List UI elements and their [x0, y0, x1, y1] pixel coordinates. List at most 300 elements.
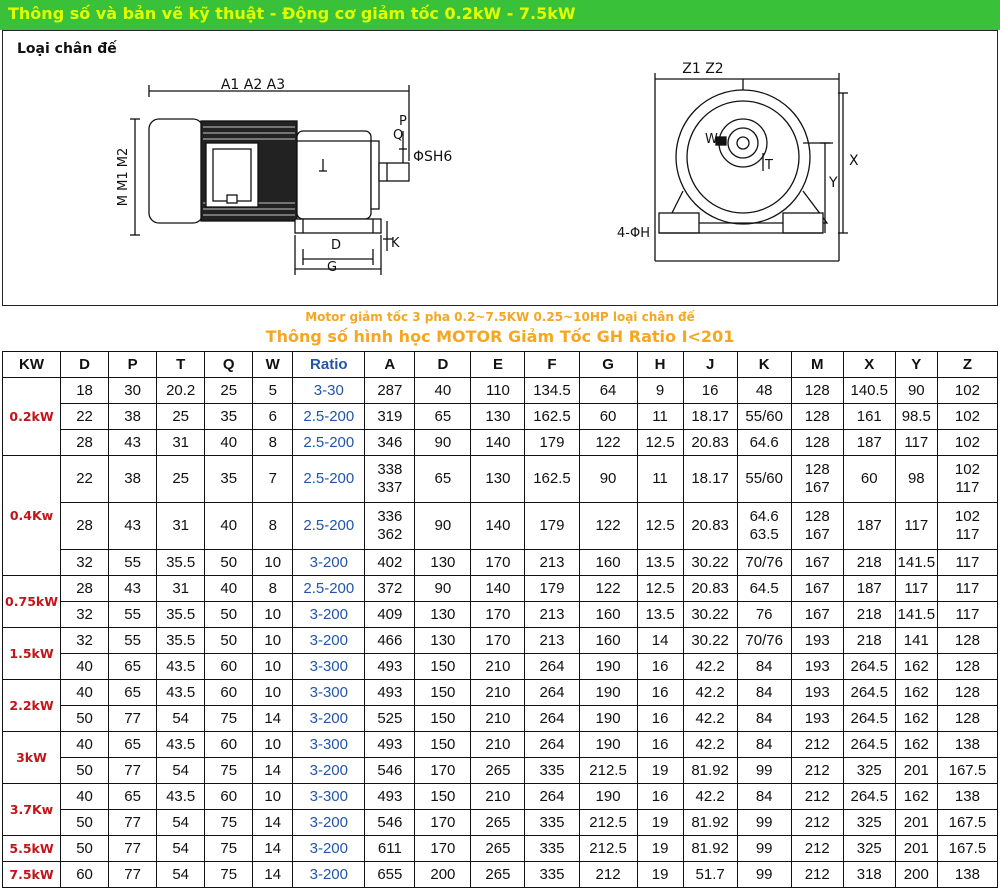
table-cell: 134.5	[525, 378, 579, 404]
table-cell: 170	[471, 602, 525, 628]
table-row	[3, 628, 998, 654]
table-cell: 150	[415, 784, 471, 810]
table-cell: 10	[253, 602, 293, 628]
table-cell: 40	[61, 680, 109, 706]
table-cell: 264.5	[843, 784, 895, 810]
table-cell: 54	[157, 836, 205, 862]
table-cell: 65	[109, 680, 157, 706]
table-cell: 130	[415, 628, 471, 654]
table-cell: 5	[253, 378, 293, 404]
table-row	[3, 654, 998, 680]
table-cell: 16	[637, 732, 683, 758]
table-cell: 55	[109, 628, 157, 654]
table-cell: 16	[637, 680, 683, 706]
ratio-cell: 2.5-200	[293, 430, 365, 456]
table-cell: 265	[471, 836, 525, 862]
label-p: P	[399, 114, 407, 129]
table-row	[3, 430, 998, 456]
front-view	[655, 73, 848, 261]
table-cell: 200	[895, 862, 937, 888]
table-cell: 81.92	[683, 836, 737, 862]
technical-drawing-panel	[2, 30, 998, 306]
table-cell: 141	[895, 628, 937, 654]
table-row	[3, 602, 998, 628]
table-cell: 117	[895, 430, 937, 456]
table-cell: 90	[895, 378, 937, 404]
column-header: J	[683, 352, 737, 378]
table-cell: 38	[109, 456, 157, 503]
base-type-label: Loại chân đế	[17, 41, 117, 57]
ratio-cell: 3-200	[293, 628, 365, 654]
label-z: Z1 Z2	[682, 61, 724, 77]
table-cell: 335	[525, 758, 579, 784]
table-cell: 179	[525, 430, 579, 456]
column-header: E	[471, 352, 525, 378]
table-cell: 201	[895, 758, 937, 784]
table-cell: 525	[365, 706, 415, 732]
ratio-cell: 3-300	[293, 732, 365, 758]
table-cell: 75	[205, 758, 253, 784]
table-cell: 130	[471, 456, 525, 503]
table-cell: 28	[61, 576, 109, 602]
table-cell: 65	[109, 784, 157, 810]
table-cell: 64.5	[737, 576, 791, 602]
table-cell: 30	[109, 378, 157, 404]
ratio-cell: 3-200	[293, 810, 365, 836]
table-cell: 466	[365, 628, 415, 654]
table-cell: 22	[61, 404, 109, 430]
table-cell: 102 117	[937, 456, 997, 503]
table-row	[3, 550, 998, 576]
label-y: Y	[829, 175, 838, 191]
table-cell: 30.22	[683, 628, 737, 654]
table-cell: 160	[579, 550, 637, 576]
table-cell: 14	[253, 758, 293, 784]
table-cell: 287	[365, 378, 415, 404]
table-cell: 402	[365, 550, 415, 576]
label-m: M M1 M2	[116, 147, 131, 207]
table-cell: 150	[415, 706, 471, 732]
table-cell: 130	[415, 602, 471, 628]
table-cell: 212.5	[579, 836, 637, 862]
table-cell: 162	[895, 680, 937, 706]
ratio-cell: 2.5-200	[293, 576, 365, 602]
table-cell: 40	[61, 784, 109, 810]
table-cell: 150	[415, 732, 471, 758]
subtitle-line-1: Motor giảm tốc 3 pha 0.2~7.5KW 0.25~10HP loại chân đế	[305, 310, 695, 324]
table-cell: 84	[737, 732, 791, 758]
table-cell: 76	[737, 602, 791, 628]
table-cell: 167	[791, 602, 843, 628]
table-cell: 18.17	[683, 456, 737, 503]
table-cell: 193	[791, 654, 843, 680]
table-cell: 43.5	[157, 784, 205, 810]
ratio-cell: 3-300	[293, 654, 365, 680]
table-cell: 170	[471, 550, 525, 576]
table-cell: 70/76	[737, 628, 791, 654]
table-cell: 493	[365, 654, 415, 680]
table-cell: 20.83	[683, 430, 737, 456]
table-cell: 10	[253, 628, 293, 654]
table-cell: 193	[791, 628, 843, 654]
table-row	[3, 404, 998, 430]
table-row	[3, 784, 998, 810]
table-cell: 190	[579, 732, 637, 758]
table-cell: 117	[937, 576, 997, 602]
table-cell: 167	[791, 576, 843, 602]
table-cell: 50	[61, 758, 109, 784]
table-cell: 65	[109, 732, 157, 758]
table-cell: 90	[415, 430, 471, 456]
table-cell: 99	[737, 810, 791, 836]
table-cell: 162	[895, 784, 937, 810]
table-cell: 99	[737, 758, 791, 784]
table-cell: 160	[579, 628, 637, 654]
power-rating-cell: 3kW	[3, 732, 61, 784]
table-cell: 102	[937, 378, 997, 404]
power-rating-cell: 0.4Kw	[3, 456, 61, 576]
table-cell: 210	[471, 732, 525, 758]
table-cell: 138	[937, 732, 997, 758]
table-cell: 42.2	[683, 706, 737, 732]
table-cell: 12.5	[637, 430, 683, 456]
table-cell: 187	[843, 430, 895, 456]
table-cell: 70/76	[737, 550, 791, 576]
table-cell: 611	[365, 836, 415, 862]
table-cell: 218	[843, 602, 895, 628]
table-cell: 25	[157, 456, 205, 503]
table-cell: 14	[253, 862, 293, 888]
table-cell: 60	[579, 404, 637, 430]
table-cell: 210	[471, 680, 525, 706]
power-rating-cell: 3.7Kw	[3, 784, 61, 836]
table-cell: 213	[525, 550, 579, 576]
column-header: G	[579, 352, 637, 378]
table-cell: 213	[525, 628, 579, 654]
table-cell: 35	[205, 404, 253, 430]
table-cell: 84	[737, 680, 791, 706]
table-cell: 40	[61, 654, 109, 680]
power-rating-cell: 5.5kW	[3, 836, 61, 862]
table-cell: 8	[253, 430, 293, 456]
table-cell: 77	[109, 758, 157, 784]
column-header: F	[525, 352, 579, 378]
table-cell: 75	[205, 706, 253, 732]
table-row	[3, 576, 998, 602]
table-row	[3, 862, 998, 888]
table-row	[3, 758, 998, 784]
table-cell: 99	[737, 862, 791, 888]
table-cell: 32	[61, 550, 109, 576]
table-row	[3, 503, 998, 550]
table-cell: 335	[525, 862, 579, 888]
table-row	[3, 706, 998, 732]
table-cell: 84	[737, 784, 791, 810]
label-t: T	[765, 158, 773, 173]
table-row	[3, 732, 998, 758]
label-x: X	[849, 153, 859, 169]
table-cell: 212	[791, 836, 843, 862]
ratio-cell: 3-200	[293, 836, 365, 862]
table-cell: 20.2	[157, 378, 205, 404]
table-header-row	[3, 352, 998, 378]
table-cell: 81.92	[683, 758, 737, 784]
column-header: Ratio	[293, 352, 365, 378]
table-cell: 8	[253, 503, 293, 550]
table-cell: 210	[471, 784, 525, 810]
table-cell: 346	[365, 430, 415, 456]
table-cell: 55/60	[737, 404, 791, 430]
table-cell: 212	[791, 862, 843, 888]
table-cell: 325	[843, 758, 895, 784]
column-header: D	[61, 352, 109, 378]
table-cell: 128	[791, 404, 843, 430]
column-header: KW	[3, 352, 61, 378]
table-cell: 42.2	[683, 654, 737, 680]
table-cell: 38	[109, 404, 157, 430]
table-cell: 409	[365, 602, 415, 628]
table-row	[3, 680, 998, 706]
ratio-cell: 2.5-200	[293, 404, 365, 430]
table-cell: 264	[525, 732, 579, 758]
table-cell: 130	[471, 404, 525, 430]
table-cell: 179	[525, 503, 579, 550]
table-cell: 43	[109, 503, 157, 550]
column-header: Z	[937, 352, 997, 378]
table-cell: 13.5	[637, 602, 683, 628]
table-cell: 162	[895, 706, 937, 732]
ratio-cell: 3-200	[293, 602, 365, 628]
table-cell: 43	[109, 576, 157, 602]
ratio-cell: 3-200	[293, 862, 365, 888]
table-cell: 32	[61, 602, 109, 628]
ratio-cell: 2.5-200	[293, 456, 365, 503]
table-cell: 493	[365, 784, 415, 810]
table-cell: 20.83	[683, 576, 737, 602]
table-cell: 19	[637, 810, 683, 836]
title-banner	[0, 0, 1000, 30]
ratio-cell: 3-200	[293, 706, 365, 732]
table-cell: 84	[737, 654, 791, 680]
table-cell: 117	[937, 550, 997, 576]
table-cell: 54	[157, 758, 205, 784]
column-header: W	[253, 352, 293, 378]
table-cell: 54	[157, 706, 205, 732]
table-cell: 190	[579, 784, 637, 810]
table-cell: 35	[205, 456, 253, 503]
table-cell: 546	[365, 810, 415, 836]
table-cell: 50	[205, 628, 253, 654]
table-cell: 117	[895, 576, 937, 602]
label-holes: 4-ΦH	[617, 226, 650, 241]
table-cell: 110	[471, 378, 525, 404]
table-row	[3, 378, 998, 404]
table-cell: 65	[415, 456, 471, 503]
table-cell: 325	[843, 810, 895, 836]
table-cell: 64	[579, 378, 637, 404]
table-cell: 9	[637, 378, 683, 404]
table-cell: 11	[637, 404, 683, 430]
column-header: X	[843, 352, 895, 378]
table-cell: 6	[253, 404, 293, 430]
table-cell: 11	[637, 456, 683, 503]
table-cell: 25	[205, 378, 253, 404]
table-cell: 493	[365, 732, 415, 758]
table-cell: 31	[157, 576, 205, 602]
table-cell: 170	[415, 810, 471, 836]
table-cell: 55	[109, 550, 157, 576]
table-cell: 54	[157, 862, 205, 888]
table-cell: 16	[637, 706, 683, 732]
table-cell: 60	[61, 862, 109, 888]
table-cell: 117	[937, 602, 997, 628]
table-cell: 265	[471, 862, 525, 888]
table-cell: 218	[843, 550, 895, 576]
table-cell: 170	[415, 836, 471, 862]
table-cell: 122	[579, 576, 637, 602]
table-cell: 30.22	[683, 550, 737, 576]
table-cell: 212	[791, 784, 843, 810]
table-cell: 40	[205, 503, 253, 550]
table-cell: 335	[525, 810, 579, 836]
table-cell: 31	[157, 430, 205, 456]
power-rating-cell: 2.2kW	[3, 680, 61, 732]
table-cell: 60	[205, 654, 253, 680]
table-cell: 167.5	[937, 758, 997, 784]
table-cell: 12.5	[637, 576, 683, 602]
table-cell: 170	[415, 758, 471, 784]
table-cell: 179	[525, 576, 579, 602]
table-cell: 19	[637, 758, 683, 784]
table-cell: 43	[109, 430, 157, 456]
table-cell: 162	[895, 732, 937, 758]
table-cell: 8	[253, 576, 293, 602]
table-cell: 77	[109, 810, 157, 836]
table-cell: 13.5	[637, 550, 683, 576]
table-cell: 128	[937, 654, 997, 680]
table-cell: 43.5	[157, 732, 205, 758]
table-cell: 81.92	[683, 810, 737, 836]
table-row	[3, 456, 998, 503]
table-cell: 77	[109, 836, 157, 862]
table-cell: 264	[525, 654, 579, 680]
power-rating-cell: 7.5kW	[3, 862, 61, 888]
table-cell: 493	[365, 680, 415, 706]
table-cell: 190	[579, 654, 637, 680]
table-cell: 65	[109, 654, 157, 680]
table-cell: 264.5	[843, 732, 895, 758]
table-cell: 264	[525, 680, 579, 706]
table-cell: 336 362	[365, 503, 415, 550]
table-cell: 212	[579, 862, 637, 888]
table-cell: 10	[253, 732, 293, 758]
table-cell: 75	[205, 836, 253, 862]
table-cell: 128	[937, 680, 997, 706]
table-cell: 201	[895, 810, 937, 836]
table-cell: 193	[791, 680, 843, 706]
column-header: Y	[895, 352, 937, 378]
table-cell: 55	[109, 602, 157, 628]
table-cell: 90	[415, 576, 471, 602]
table-cell: 162	[895, 654, 937, 680]
label-q: Q	[393, 128, 404, 143]
table-cell: 162.5	[525, 404, 579, 430]
table-cell: 18	[61, 378, 109, 404]
table-cell: 31	[157, 503, 205, 550]
table-cell: 32	[61, 628, 109, 654]
table-cell: 193	[791, 706, 843, 732]
table-cell: 335	[525, 836, 579, 862]
table-cell: 140	[471, 576, 525, 602]
table-cell: 122	[579, 430, 637, 456]
column-header: H	[637, 352, 683, 378]
table-cell: 14	[253, 836, 293, 862]
table-cell: 102	[937, 430, 997, 456]
table-cell: 167.5	[937, 810, 997, 836]
label-a: A1 A2 A3	[220, 77, 286, 93]
table-cell: 40	[205, 430, 253, 456]
table-cell: 140	[471, 430, 525, 456]
table-cell: 75	[205, 862, 253, 888]
table-cell: 265	[471, 810, 525, 836]
table-cell: 141.5	[895, 550, 937, 576]
table-cell: 218	[843, 628, 895, 654]
table-cell: 190	[579, 680, 637, 706]
table-cell: 318	[843, 862, 895, 888]
table-cell: 655	[365, 862, 415, 888]
table-cell: 64.6	[737, 430, 791, 456]
column-header: D	[415, 352, 471, 378]
table-cell: 130	[415, 550, 471, 576]
table-cell: 50	[205, 602, 253, 628]
table-cell: 325	[843, 836, 895, 862]
table-cell: 264.5	[843, 654, 895, 680]
table-cell: 20.83	[683, 503, 737, 550]
table-cell: 10	[253, 654, 293, 680]
table-cell: 200	[415, 862, 471, 888]
table-cell: 150	[415, 654, 471, 680]
table-cell: 16	[637, 654, 683, 680]
power-rating-cell: 1.5kW	[3, 628, 61, 680]
table-cell: 40	[415, 378, 471, 404]
table-cell: 19	[637, 862, 683, 888]
column-header: T	[157, 352, 205, 378]
table-cell: 43.5	[157, 654, 205, 680]
table-cell: 546	[365, 758, 415, 784]
column-header: P	[109, 352, 157, 378]
column-header: M	[791, 352, 843, 378]
table-cell: 60	[205, 784, 253, 810]
column-header: A	[365, 352, 415, 378]
label-w: W	[705, 132, 718, 147]
table-cell: 10	[253, 784, 293, 810]
table-cell: 99	[737, 836, 791, 862]
table-cell: 150	[415, 680, 471, 706]
table-cell: 141.5	[895, 602, 937, 628]
table-cell: 28	[61, 503, 109, 550]
table-cell: 210	[471, 706, 525, 732]
table-cell: 60	[205, 732, 253, 758]
ratio-cell: 2.5-200	[293, 503, 365, 550]
table-cell: 50	[61, 810, 109, 836]
table-cell: 187	[843, 503, 895, 550]
table-cell: 212.5	[579, 758, 637, 784]
ratio-cell: 3-300	[293, 680, 365, 706]
table-cell: 10	[253, 550, 293, 576]
table-cell: 162.5	[525, 456, 579, 503]
table-cell: 25	[157, 404, 205, 430]
table-cell: 43.5	[157, 680, 205, 706]
